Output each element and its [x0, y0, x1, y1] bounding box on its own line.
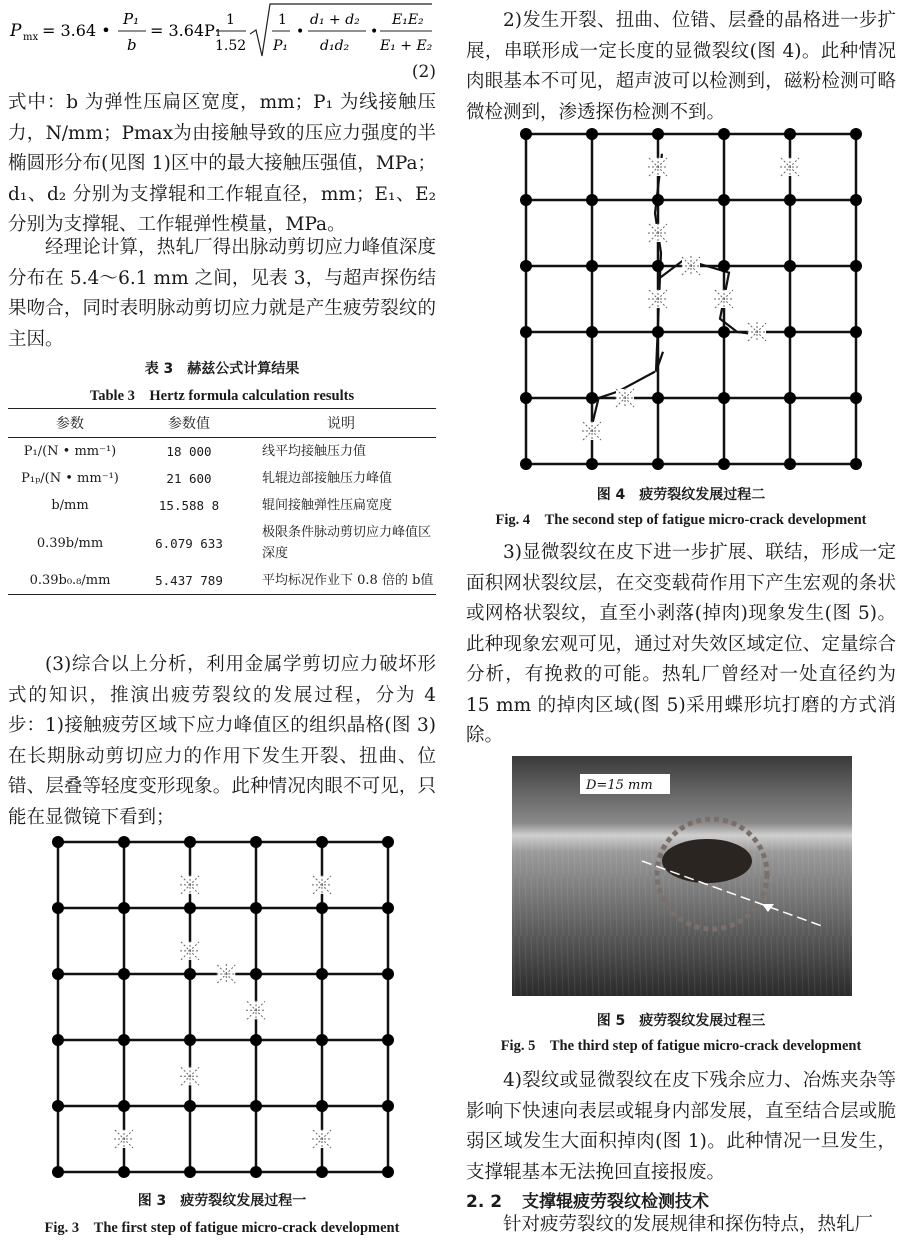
lattice-node: [586, 260, 598, 272]
lattice-node: [586, 194, 598, 206]
lattice-node: [850, 458, 862, 470]
lattice-node: [382, 1034, 394, 1046]
lattice-node: [382, 1100, 394, 1112]
lattice-node: [718, 326, 730, 338]
crack-path: [658, 259, 764, 335]
crack-marker: [216, 964, 236, 984]
lattice-node: [718, 458, 730, 470]
figure3-lattice: [46, 830, 396, 1180]
root-b-num: d₁ + d₂: [310, 12, 360, 28]
lattice-node: [652, 194, 664, 206]
table-cell: b/mm: [51, 498, 89, 513]
fig4-caption-en: Fig. 4 The second step of fatigue micro-crack development: [495, 512, 867, 528]
right-paragraph-3: 4)裂纹或显微裂纹在皮下残余应力、冶炼夹杂等影响下快速向表层或辊身内部发展，直至结合层或脆弱区域发生大面积掉肉(图 1)。此种情况一旦发生，支撑辊基本无法挽回直接报废。: [466, 1070, 896, 1183]
table-header-param: 参数: [8, 409, 132, 438]
lattice-node: [316, 1100, 328, 1112]
lattice-node: [718, 128, 730, 140]
lattice-node: [250, 1166, 262, 1178]
fig4-caption-cn: 图 4 疲劳裂纹发展过程二: [596, 487, 766, 503]
root-b-den: d₁d₂: [320, 38, 350, 54]
lattice-node: [382, 902, 394, 914]
lattice-node: [784, 392, 796, 404]
lattice-node: [520, 260, 532, 272]
table-cell: 平均标况作业下 0.8 倍的 b值: [246, 567, 436, 595]
lattice-node: [652, 392, 664, 404]
fig5-caption-cn: 图 5 疲劳裂纹发展过程三: [596, 1013, 766, 1029]
lattice-node: [850, 194, 862, 206]
lattice-node: [382, 968, 394, 980]
lattice-node: [586, 326, 598, 338]
lattice-node: [850, 260, 862, 272]
lattice-node: [118, 836, 130, 848]
spalled-pit: [662, 839, 752, 883]
fig3-caption-cn: 图 3 疲劳裂纹发展过程一: [137, 1193, 307, 1209]
lattice-node: [718, 260, 730, 272]
lattice-node: [520, 194, 532, 206]
crack-marker: [180, 941, 200, 961]
lattice-node: [586, 458, 598, 470]
left-paragraph-2: 经理论计算，热轧厂得出脉动剪切应力峰值深度分布在 5.4～6.1 mm 之间，见表 3，与超声探伤结果吻合，同时表明脉动剪切应力就是产生疲劳裂纹的主因。: [8, 237, 436, 350]
table-row: [8, 465, 436, 492]
lattice-node: [652, 326, 664, 338]
crack-marker: [747, 322, 767, 342]
lattice-node: [850, 392, 862, 404]
lattice-node: [52, 1166, 64, 1178]
crack-marker: [780, 157, 800, 177]
crack-marker: [582, 421, 602, 441]
table-cell: P₁/(N • mm⁻¹): [23, 444, 117, 459]
table-cell: 21 600: [166, 471, 212, 486]
lattice-node: [586, 128, 598, 140]
right-paragraph-1: 2)发生开裂、扭曲、位错、层叠的晶格进一步扩展，串联形成一定长度的显微裂纹(图 4)。此种情况肉眼基本不可见，超声波可以检测到，磁粉检测可略微检测到，渗透探伤检测不到。: [466, 10, 896, 123]
lattice-node: [184, 1034, 196, 1046]
lattice-node: [250, 1100, 262, 1112]
table-header-desc: 说明: [246, 409, 436, 438]
crack-marker: [312, 1129, 332, 1149]
section-number: 2. 2: [466, 1192, 503, 1212]
figure4-lattice: [514, 122, 864, 472]
table3-caption-en: Table 3 Hertz formula calculation results: [89, 388, 355, 404]
crack-marker: [648, 289, 668, 309]
frac1-num: P₁: [123, 10, 140, 28]
lattice-node: [784, 326, 796, 338]
lattice-node: [184, 902, 196, 914]
lattice-node: [52, 902, 64, 914]
table-cell: 18 000: [166, 444, 212, 459]
table-cell: 0.39b/mm: [36, 535, 104, 551]
lattice-node: [316, 968, 328, 980]
lattice-node: [250, 902, 262, 914]
formula-lhs: P: [10, 21, 22, 41]
table3: [8, 408, 436, 595]
lattice-node: [118, 1166, 130, 1178]
table-cell: 辊间接触弹性压扁宽度: [262, 498, 393, 513]
right-paragraph-2: 3)显微裂纹在皮下进一步扩展、联结，形成一定面积网状裂纹层，在交变载荷作用下产生宏观的条状或网格状裂纹，直至小剥落(掉肉)现象发生(图 5)。此种现象宏观可见，通过对失效区域定位、定量综合分析，有挽救的可能。热轧厂曾经对一处直径约为 15 mm 的掉肉区域(图 5)采用蝶形坑打磨的方式消除。: [466, 542, 896, 746]
lattice-node: [118, 1100, 130, 1112]
lattice-node: [520, 326, 532, 338]
root-c-den: E₁ + E₂: [380, 38, 433, 54]
lattice-node: [52, 836, 64, 848]
table-cell: 6.079 633: [155, 535, 223, 551]
lattice-node: [850, 326, 862, 338]
lattice-node: [184, 1100, 196, 1112]
lattice-node: [118, 1034, 130, 1046]
hertz-formula: [8, 0, 436, 66]
root-dot2: •: [370, 24, 379, 40]
table-header-row: [8, 409, 436, 438]
table-row: [8, 438, 436, 466]
crack-marker: [180, 875, 200, 895]
equation-number: (2): [411, 62, 436, 82]
left-paragraph-4: 1)接触疲劳区域下应力峰值区的组织晶格(图 3)在长期脉动剪切应力的作用下发生开裂、扭曲、位错、层叠等轻度变形现象。此种情况肉眼不可见，只能在显微镜下看到；: [8, 715, 436, 828]
formula-lhs-sub: mx: [23, 32, 39, 43]
lattice-node: [52, 968, 64, 980]
lattice-node: [118, 968, 130, 980]
lattice-node: [250, 1034, 262, 1046]
table-header-value: 参数值: [132, 409, 246, 438]
lattice-node: [52, 1100, 64, 1112]
lattice-node: [520, 392, 532, 404]
lattice-node: [586, 392, 598, 404]
lattice-node: [520, 458, 532, 470]
table-cell: P₁ₚ/(N • mm⁻¹): [21, 471, 119, 486]
table-row: [8, 567, 436, 595]
table-cell: 5.437 789: [132, 567, 246, 595]
crack-marker: [246, 1000, 266, 1020]
lattice-node: [718, 392, 730, 404]
lattice-node: [52, 1034, 64, 1046]
frac2-den: 1.52: [215, 38, 247, 54]
table3-caption-cn: 表 3 赫兹公式计算结果: [144, 361, 300, 377]
table-cell: 极限条件脉动剪切应力峰值区深度: [262, 525, 432, 561]
crack-marker: [714, 289, 734, 309]
lattice-node: [784, 194, 796, 206]
lattice-node: [652, 260, 664, 272]
lattice-node: [652, 458, 664, 470]
lattice-node: [382, 1166, 394, 1178]
root-c-num: E₁E₂: [392, 12, 424, 28]
lattice-node: [184, 836, 196, 848]
crack-marker: [312, 875, 332, 895]
table-row: [8, 492, 436, 519]
table-cell: 15.588 8: [158, 498, 220, 513]
left-paragraph-1: 式中：b 为弹性压扁区宽度，mm；P₁ 为线接触压力，N/mm；Pmax为由接触导致的压应力强度的半椭圆形分布(见图 1)区中的最大接触压强值，MPa；d₁、d₂ 分别为支撑辊和工作辊直径，mm；E₁、E₂ 分别为支撑辊、工作辊弹性模量，MPa。: [8, 92, 436, 235]
figure5-photo: [512, 756, 852, 996]
frac2-num: 1: [226, 12, 235, 28]
formula-graphic: [8, 0, 436, 66]
table-cell: 轧辊边部接触压力峰值: [262, 471, 393, 486]
lattice-node: [850, 128, 862, 140]
right-paragraph-4: 针对疲劳裂纹的发展规律和探伤特点，热轧厂: [503, 1214, 874, 1235]
section-title: 支撑辊疲劳裂纹检测技术: [521, 1192, 709, 1212]
fig5-caption-en: Fig. 5 The third step of fatigue micro-crack development: [500, 1038, 862, 1054]
crack-marker: [648, 223, 668, 243]
lattice-node: [784, 458, 796, 470]
lattice-node: [784, 128, 796, 140]
formula-eq: = 3.64 •: [42, 21, 111, 40]
crack-marker: [615, 388, 635, 408]
table-cell: 0.39b₀.₈/mm: [8, 567, 132, 595]
left-paragraph-3: (3)综合以上分析，利用金属学剪切应力破坏形式的知识，推演出疲劳裂纹的发展过程，分为 4 步：: [8, 654, 436, 736]
lattice-node: [382, 836, 394, 848]
lattice-node: [250, 968, 262, 980]
lattice-node: [316, 1166, 328, 1178]
lattice-node: [118, 902, 130, 914]
lattice-node: [184, 968, 196, 980]
lattice-node: [652, 128, 664, 140]
lattice-node: [250, 836, 262, 848]
table-cell: 线平均接触压力值: [262, 444, 367, 459]
lattice-node: [184, 1166, 196, 1178]
photo-label: D=15 mm: [586, 778, 653, 793]
crack-marker: [648, 157, 668, 177]
table-row: [8, 519, 436, 567]
lattice-node: [784, 260, 796, 272]
formula-eq2: = 3.64P₁: [150, 21, 222, 40]
lattice-node: [316, 1034, 328, 1046]
frac1-den: b: [127, 36, 137, 54]
section-heading: [466, 1187, 709, 1212]
root-a-num: 1: [278, 12, 287, 28]
root-dot1: •: [296, 24, 305, 40]
lattice-node: [316, 902, 328, 914]
fig3-caption-en: Fig. 3 The first step of fatigue micro-crack development: [44, 1220, 400, 1236]
crack-marker: [681, 256, 701, 276]
lattice-node: [316, 836, 328, 848]
crack-marker: [180, 1066, 200, 1086]
lattice-node: [718, 194, 730, 206]
crack-marker: [114, 1129, 134, 1149]
root-a-den: P₁: [273, 38, 289, 54]
roll-surface-photo: [512, 756, 852, 996]
lattice-node: [520, 128, 532, 140]
